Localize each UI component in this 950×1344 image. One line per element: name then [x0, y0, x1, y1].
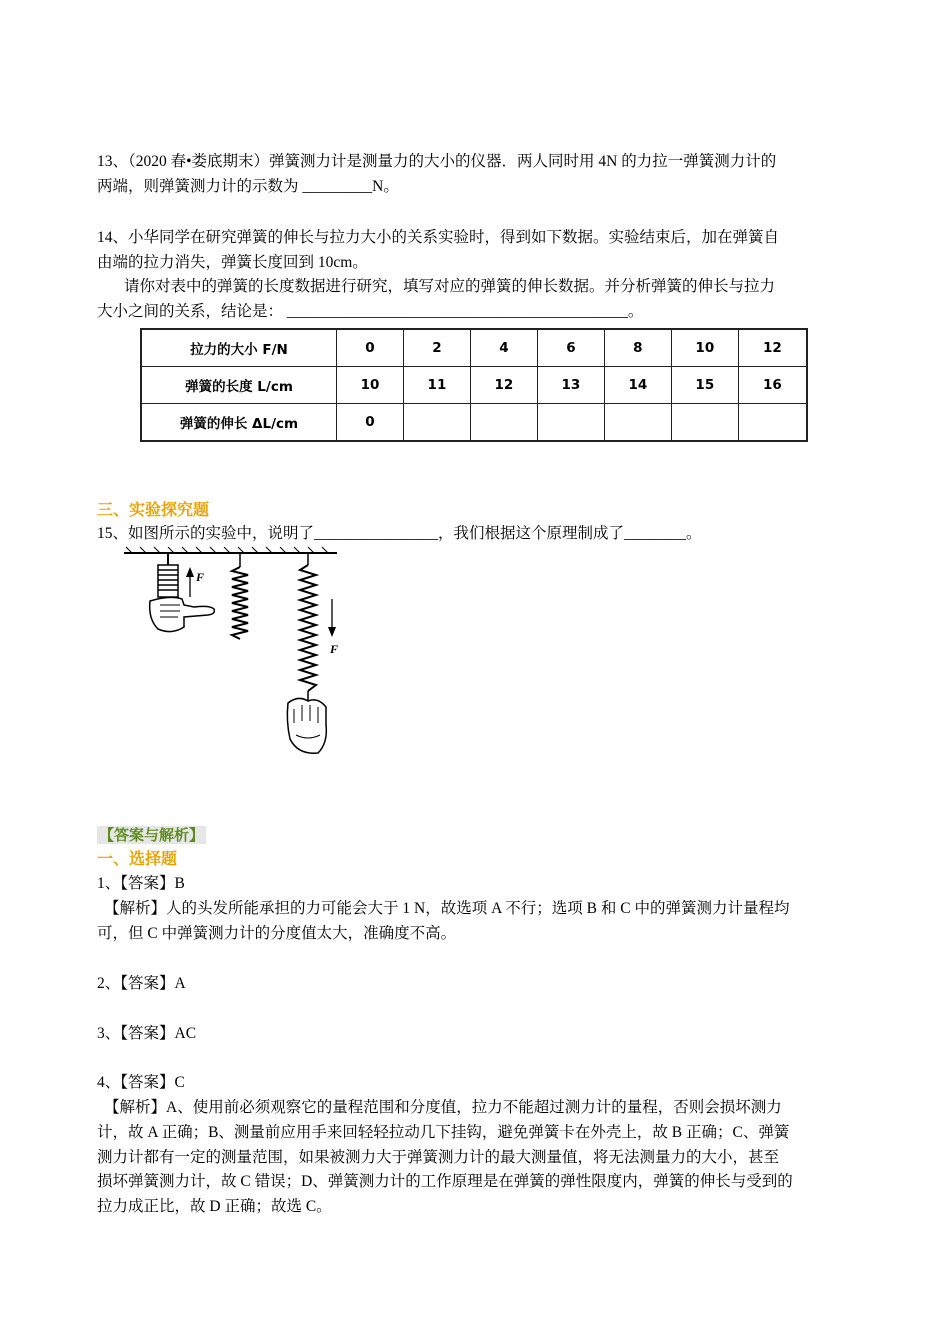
answer-1-explanation-1: 【解析】人的头发所能承担的力可能会大于 1 N，故选项 A 不行；选项 B 和 C 中的弹簧测力计量程均: [104, 900, 790, 917]
answer-4-explanation-3: 测力计都有一定的测量范围，如果被测力大于弹簧测力计的最大测量值，将无法测量力的大小，甚至: [97, 1149, 780, 1166]
q15-line1: 15、如图所示的实验中，说明了________________，我们根据这个原理制成了________。: [97, 525, 702, 542]
row-label-length: 弹簧的长度 L/cm: [141, 367, 337, 404]
spring-experiment-figure: [122, 545, 342, 765]
stretched-spring: [287, 553, 326, 753]
answer-1-explanation-2: 可，但 C 中弹簧测力计的分度值太大，准确度不高。: [97, 925, 457, 942]
answer-4: 4、【答案】C: [97, 1074, 185, 1091]
answer-3: 3、【答案】AC: [97, 1025, 197, 1042]
spring-data-table: [140, 328, 808, 442]
table-cell: 10: [671, 329, 738, 367]
answer-cell[interactable]: [470, 404, 537, 442]
table-row-extension: [141, 404, 807, 442]
compressed-spring: [150, 553, 215, 632]
table-cell: 6: [537, 329, 604, 367]
q14-line3: 请你对表中的弹簧的长度数据进行研究，填写对应的弹簧的伸长数据。并分析弹簧的伸长与拉力: [124, 278, 776, 295]
answer-2: 2、【答案】A: [97, 975, 186, 992]
arrow-down-icon: [328, 599, 336, 637]
answer-4-explanation-1: 【解析】A、使用前必须观察它的量程范围和分度值，拉力不能超过测力计的量程，否则会损坏测力: [104, 1099, 782, 1116]
q13-line1: 13、（2020 春•娄底期末）弹簧测力计是测量力的大小的仪器．两人同时用 4N 的力拉一弹簧测力计的: [97, 153, 777, 170]
answer-cell[interactable]: [738, 404, 807, 442]
row-label-extension: 弹簧的伸长 ΔL/cm: [141, 404, 337, 442]
answer-cell[interactable]: [403, 404, 470, 442]
answer-cell[interactable]: [537, 404, 604, 442]
section-title-choice: 一、选择题: [97, 849, 178, 868]
table-row-length: [141, 367, 807, 404]
row-label-force: 拉力的大小 F/N: [141, 329, 337, 367]
answers-header-row: [97, 825, 206, 846]
table-cell: 2: [403, 329, 470, 367]
q13-line2: 两端，则弹簧测力计的示数为 _________N。: [97, 178, 399, 195]
table-row-force: [141, 329, 807, 367]
table-cell: 0: [337, 329, 404, 367]
table-cell: 11: [403, 367, 470, 404]
answer-cell[interactable]: [604, 404, 671, 442]
section-title-experiment: 三、实验探究题: [97, 500, 210, 519]
force-label-down: F: [330, 642, 339, 656]
answer-4-explanation-2: 计，故 A 正确；B、测量前应用手来回轻轻拉动几下挂钩，避免弹簧卡在外壳上，故 B 正确；C、弹簧: [97, 1124, 790, 1141]
table-cell: 16: [738, 367, 807, 404]
answer-4-explanation-4: 损坏弹簧测力计，故 C 错误；D、弹簧测力计的工作原理是在弹簧的弹性限度内，弹簧的伸长与受到的: [97, 1173, 793, 1190]
table-cell: 4: [470, 329, 537, 367]
arrow-up-icon: [186, 567, 194, 597]
force-label-up: F: [196, 570, 205, 584]
q14-line2: 由端的拉力消失，弹簧长度回到 10cm。: [97, 254, 368, 271]
q14-line1: 14、小华同学在研究弹簧的伸长与拉力大小的关系实验时，得到如下数据。实验结束后，加在弹簧自: [97, 229, 780, 246]
answers-header: 【答案与解析】: [99, 826, 205, 844]
answer-4-explanation-5: 拉力成正比，故 D 正确；故选 C。: [97, 1198, 332, 1215]
table-cell: 10: [337, 367, 404, 404]
table-cell: 8: [604, 329, 671, 367]
table-cell: 15: [671, 367, 738, 404]
table-cell: 12: [470, 367, 537, 404]
table-cell: 12: [738, 329, 807, 367]
natural-spring: [232, 553, 248, 639]
answer-1: 1、【答案】B: [97, 875, 185, 892]
table-cell: 13: [537, 367, 604, 404]
answer-cell[interactable]: [671, 404, 738, 442]
table-cell: 0: [337, 404, 404, 442]
q14-line4: 大小之间的关系，结论是： ____________________________________________。: [97, 303, 644, 320]
table-cell: 14: [604, 367, 671, 404]
